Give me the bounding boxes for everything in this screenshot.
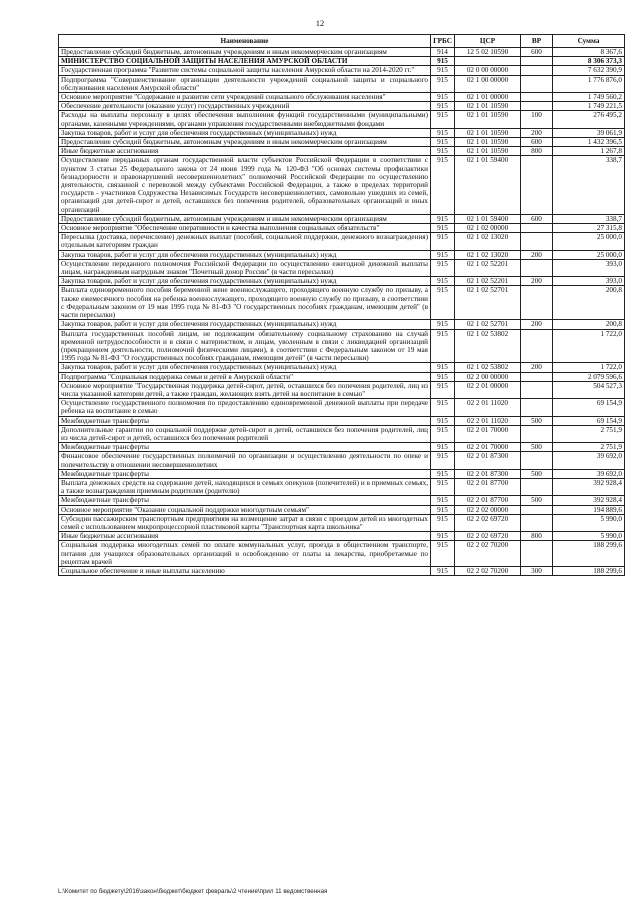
- cell-grbs: 915: [431, 566, 455, 575]
- cell-csr: 02 2 01 87700: [455, 478, 521, 495]
- table-row: [59, 372, 625, 381]
- cell-sum: 1 722,0: [553, 363, 625, 372]
- cell-name: Межбюджетные трансферты: [59, 443, 431, 452]
- cell-name: Иные бюджетные ассигнования: [59, 532, 431, 541]
- cell-vr: 500: [521, 496, 553, 505]
- table-row: [59, 286, 625, 320]
- cell-sum: 392 928,4: [553, 496, 625, 505]
- cell-name: Закупка товаров, работ и услуг для обеспечения государственных (муниципальных) нужд: [59, 363, 431, 372]
- cell-sum: 200,8: [553, 286, 625, 320]
- page-number: 12: [315, 18, 325, 28]
- cell-csr: 02 2 01 87300: [455, 469, 521, 478]
- cell-vr: 200: [521, 320, 553, 329]
- cell-name: Осуществление государственного полномочия по предоставлению единовременной денежной выплаты при передаче ребенка на воспитание в семью: [59, 399, 431, 416]
- cell-name: Осуществление переданного полномочия Российской Федерации по осуществлению ежегодной денежной выплаты лицам, награжденным нагрудным знаком "Почетный донор России" (в части пересылки): [59, 259, 431, 276]
- cell-grbs: 915: [431, 102, 455, 111]
- table-row: [59, 233, 625, 250]
- cell-sum: 393,0: [553, 259, 625, 276]
- cell-sum: 1 722,0: [553, 329, 625, 363]
- cell-vr: [521, 452, 553, 469]
- cell-name: Выплата единовременного пособия беременной жене военнослужащего, проходящего военную службу по призыву, а также ежемесячного пособия на ребенка военнослужащего, проходящего военную службу по призыву, в соответствии с Федеральным законом от 19 мая 1995 года № 81-ФЗ "О государственных пособиях гражданам, имеющим детей" (в части пересылки): [59, 286, 431, 320]
- cell-name: Пересылка (доставка, перечисление) денежных выплат (пособий, социальной поддержки, денежного вознаграждения) отдельным категориям граждан: [59, 233, 431, 250]
- table-body: [59, 48, 625, 576]
- cell-vr: 100: [521, 111, 553, 128]
- cell-grbs: 915: [431, 214, 455, 223]
- cell-vr: 600: [521, 48, 553, 57]
- table-row: [59, 259, 625, 276]
- table-row: [59, 425, 625, 442]
- cell-name: Социальная поддержка многодетных семей по оплате коммунальных услуг, проезда в общественном транспорте, питания для учащихся образовательных организаций и освобождению от платы за лекарства, приобретаемые по рецептам врачей: [59, 541, 431, 567]
- cell-name: Выплата государственных пособий лицам, не подлежащим обязательному социальному страхованию на случай временной нетрудоспособности и в связи с материнством, и лицам, уволенным в связи с ликвидацией организаций (прекращением деятельности, полномочий физическими лицами), в соответствии с Федеральным законом от 19 мая 1995 года № 81-ФЗ "О государственных пособиях гражданам, имеющим детей" (в части пересылки): [59, 329, 431, 363]
- cell-grbs: 915: [431, 224, 455, 233]
- cell-csr: 02 2 02 70200: [455, 541, 521, 567]
- cell-sum: 1 776 876,0: [553, 75, 625, 92]
- table-row: [59, 277, 625, 286]
- cell-grbs: 915: [431, 425, 455, 442]
- table-row: [59, 66, 625, 75]
- cell-sum: 392 928,4: [553, 478, 625, 495]
- cell-grbs: 915: [431, 147, 455, 156]
- cell-csr: 02 1 02 52201: [455, 259, 521, 276]
- header-name: Наименование: [59, 35, 431, 48]
- cell-vr: 200: [521, 128, 553, 137]
- cell-grbs: 915: [431, 399, 455, 416]
- cell-sum: 2 079 596,6: [553, 372, 625, 381]
- cell-name: Государственная программа "Развитие системы социальной защиты населения Амурской области на 2014-2020 гг.": [59, 66, 431, 75]
- table-row: [59, 75, 625, 92]
- cell-csr: 02 2 01 70000: [455, 425, 521, 442]
- cell-grbs: 915: [431, 496, 455, 505]
- table-row: [59, 469, 625, 478]
- table-row: [59, 381, 625, 398]
- cell-vr: [521, 286, 553, 320]
- cell-sum: 69 154,9: [553, 399, 625, 416]
- cell-vr: [521, 233, 553, 250]
- cell-name: Обеспечение деятельности (оказание услуг) государственных учреждений: [59, 102, 431, 111]
- cell-sum: 8 306 373,3: [553, 57, 625, 66]
- cell-grbs: 915: [431, 128, 455, 137]
- cell-name: Основное мероприятие "Содержание и развитие сети учреждений социального обслуживания населения": [59, 93, 431, 102]
- cell-sum: 39 692,0: [553, 469, 625, 478]
- cell-vr: [521, 425, 553, 442]
- cell-sum: 393,0: [553, 277, 625, 286]
- cell-csr: 02 1 01 00000: [455, 93, 521, 102]
- cell-vr: 200: [521, 363, 553, 372]
- table-row: [59, 214, 625, 223]
- cell-sum: 276 495,2: [553, 111, 625, 128]
- cell-grbs: 915: [431, 416, 455, 425]
- cell-name: Закупка товаров, работ и услуг для обеспечения государственных (муниципальных) нужд: [59, 277, 431, 286]
- cell-name: Закупка товаров, работ и услуг для обеспечения государственных (муниципальных) нужд: [59, 250, 431, 259]
- cell-csr: 02 2 01 87700: [455, 496, 521, 505]
- cell-vr: [521, 93, 553, 102]
- table-header-row: [59, 35, 625, 48]
- cell-grbs: 915: [431, 259, 455, 276]
- cell-csr: 02 2 01 87300: [455, 452, 521, 469]
- cell-grbs: 915: [431, 156, 455, 214]
- cell-name: Предоставление субсидий бюджетным, автономным учреждениям и иным некоммерческим организациям: [59, 138, 431, 147]
- table-row: [59, 532, 625, 541]
- cell-csr: 02 1 02 00000: [455, 224, 521, 233]
- cell-name: Выплата денежных средств на содержание детей, находящихся в семьях опекунов (попечителей) и в приемных семьях, а также вознаграждения приемным родителям (родителю): [59, 478, 431, 495]
- cell-grbs: 915: [431, 320, 455, 329]
- cell-csr: 02 1 01 10590: [455, 138, 521, 147]
- cell-grbs: 915: [431, 286, 455, 320]
- cell-vr: [521, 381, 553, 398]
- cell-name: Иные бюджетные ассигнования: [59, 147, 431, 156]
- cell-vr: 200: [521, 277, 553, 286]
- cell-name: Предоставление субсидий бюджетным, автономным учреждениям и иным некоммерческим организациям: [59, 214, 431, 223]
- cell-csr: 02 1 02 52701: [455, 320, 521, 329]
- cell-name: Межбюджетные трансферты: [59, 469, 431, 478]
- table-row: [59, 128, 625, 137]
- cell-name: Предоставление субсидий бюджетным, автономным учреждениям и иным некоммерческим организациям: [59, 48, 431, 57]
- cell-vr: 600: [521, 214, 553, 223]
- cell-csr: 02 1 01 10590: [455, 102, 521, 111]
- cell-name: Основное мероприятие "Оказание социальной поддержки многодетным семьям": [59, 505, 431, 514]
- cell-name: Финансовое обеспечение государственных полномочий по организации и осуществлению деятельности по опеке и попечительству в отношении несовершеннолетних: [59, 452, 431, 469]
- table-row: [59, 57, 625, 66]
- cell-name: Социальное обеспечение и иные выплаты населению: [59, 566, 431, 575]
- cell-grbs: 915: [431, 363, 455, 372]
- cell-csr: 02 1 01 10590: [455, 111, 521, 128]
- cell-vr: 200: [521, 250, 553, 259]
- cell-vr: [521, 514, 553, 531]
- table-row: [59, 443, 625, 452]
- header-vr: ВР: [521, 35, 553, 48]
- cell-csr: 12 5 02 10590: [455, 48, 521, 57]
- header-csr: ЦСР: [455, 35, 521, 48]
- file-path-footer: L:\Комитет по бюджету\2016\закон\бюджет\бюджет февраль\2 чтение\прил 11 ведомственная: [58, 888, 328, 895]
- cell-sum: 1 432 396,5: [553, 138, 625, 147]
- cell-csr: 02 2 01 70000: [455, 443, 521, 452]
- cell-sum: 338,7: [553, 156, 625, 214]
- cell-name: Подпрограмма "Социальная поддержка семьи и детей в Амурской области": [59, 372, 431, 381]
- cell-grbs: 915: [431, 469, 455, 478]
- cell-csr: 02 1 01 59400: [455, 214, 521, 223]
- cell-grbs: 915: [431, 57, 455, 66]
- cell-name: Основное мероприятие "Государственная поддержка детей-сирот, детей, оставшихся без попечения родителей, лиц из числа указанной категории детей, а также граждан, желающих взять детей на воспитание в семью": [59, 381, 431, 398]
- cell-grbs: 915: [431, 93, 455, 102]
- cell-name: Подпрограмма "Совершенствование организации деятельности учреждений социальной защиты и социального обслуживания населения Амурской области": [59, 75, 431, 92]
- cell-grbs: 915: [431, 111, 455, 128]
- cell-vr: [521, 505, 553, 514]
- table-row: [59, 566, 625, 575]
- cell-grbs: 915: [431, 478, 455, 495]
- cell-csr: 02 0 00 00000: [455, 66, 521, 75]
- cell-sum: 8 367,6: [553, 48, 625, 57]
- cell-csr: 02 1 02 13020: [455, 250, 521, 259]
- cell-csr: 02 2 02 69720: [455, 514, 521, 531]
- cell-csr: 02 1 02 52701: [455, 286, 521, 320]
- cell-csr: 02 1 01 59400: [455, 156, 521, 214]
- cell-grbs: 915: [431, 514, 455, 531]
- table-row: [59, 147, 625, 156]
- cell-vr: [521, 224, 553, 233]
- cell-csr: 02 2 00 00000: [455, 372, 521, 381]
- cell-name: Закупка товаров, работ и услуг для обеспечения государственных (муниципальных) нужд: [59, 320, 431, 329]
- table-row: [59, 329, 625, 363]
- cell-sum: 194 889,6: [553, 505, 625, 514]
- cell-vr: 800: [521, 147, 553, 156]
- cell-vr: [521, 329, 553, 363]
- cell-sum: 7 632 390,9: [553, 66, 625, 75]
- table-row: [59, 320, 625, 329]
- table-row: [59, 363, 625, 372]
- cell-grbs: 915: [431, 75, 455, 92]
- header-sum: Сумма: [553, 35, 625, 48]
- cell-sum: 27 315,8: [553, 224, 625, 233]
- table-row: [59, 452, 625, 469]
- cell-grbs: 915: [431, 277, 455, 286]
- cell-grbs: 915: [431, 443, 455, 452]
- cell-vr: 300: [521, 566, 553, 575]
- cell-csr: 02 2 02 69720: [455, 532, 521, 541]
- cell-name: Основное мероприятие "Обеспечение оперативности и качества выполнения социальных обязательств": [59, 224, 431, 233]
- cell-grbs: 915: [431, 532, 455, 541]
- table-row: [59, 138, 625, 147]
- cell-vr: [521, 57, 553, 66]
- cell-sum: 188 299,6: [553, 566, 625, 575]
- cell-name: Закупка товаров, работ и услуг для обеспечения государственных (муниципальных) нужд: [59, 128, 431, 137]
- table-row: [59, 541, 625, 567]
- cell-vr: 600: [521, 138, 553, 147]
- cell-name: МИНИСТЕРСТВО СОЦИАЛЬНОЙ ЗАЩИТЫ НАСЕЛЕНИЯ АМУРСКОЙ ОБЛАСТИ: [59, 57, 431, 66]
- cell-grbs: 915: [431, 329, 455, 363]
- cell-csr: [455, 57, 521, 66]
- cell-sum: 25 000,0: [553, 233, 625, 250]
- cell-vr: [521, 66, 553, 75]
- cell-vr: [521, 478, 553, 495]
- cell-csr: 02 1 01 10590: [455, 147, 521, 156]
- cell-sum: 338,7: [553, 214, 625, 223]
- cell-grbs: 915: [431, 541, 455, 567]
- header-grbs: ГРБС: [431, 35, 455, 48]
- table-row: [59, 224, 625, 233]
- table-row: [59, 478, 625, 495]
- cell-vr: [521, 541, 553, 567]
- cell-vr: [521, 372, 553, 381]
- cell-sum: 5 990,0: [553, 532, 625, 541]
- table-row: [59, 102, 625, 111]
- table-row: [59, 496, 625, 505]
- cell-vr: [521, 259, 553, 276]
- cell-vr: [521, 102, 553, 111]
- cell-name: Межбюджетные трансферты: [59, 496, 431, 505]
- cell-sum: 2 751,9: [553, 425, 625, 442]
- cell-vr: [521, 399, 553, 416]
- cell-sum: 5 990,0: [553, 514, 625, 531]
- cell-csr: 02 1 02 53802: [455, 329, 521, 363]
- cell-sum: 188 299,6: [553, 541, 625, 567]
- cell-csr: 02 1 02 53802: [455, 363, 521, 372]
- cell-grbs: 915: [431, 505, 455, 514]
- cell-sum: 39 061,9: [553, 128, 625, 137]
- cell-name: Субсидии пассажирским транспортным предприятиям на возмещение затрат в связи с проездом детей из многодетных семей с использованием микропроцессорной пластиковой карты "Транспортная карта школьника": [59, 514, 431, 531]
- cell-name: Расходы на выплаты персоналу в целях обеспечения выполнения функций государственными (муниципальными) органами, казенными учреждениями, органами управления государственными внебюджетными фондами: [59, 111, 431, 128]
- cell-sum: 504 527,3: [553, 381, 625, 398]
- cell-csr: 02 2 02 00000: [455, 505, 521, 514]
- table-row: [59, 48, 625, 57]
- cell-grbs: 915: [431, 138, 455, 147]
- table-row: [59, 93, 625, 102]
- cell-vr: [521, 156, 553, 214]
- table-row: [59, 416, 625, 425]
- cell-vr: [521, 75, 553, 92]
- cell-csr: 02 2 02 70200: [455, 566, 521, 575]
- cell-grbs: 914: [431, 48, 455, 57]
- cell-csr: 02 1 00 00000: [455, 75, 521, 92]
- table-row: [59, 250, 625, 259]
- cell-csr: 02 2 01 11020: [455, 399, 521, 416]
- cell-sum: 1 749 560,2: [553, 93, 625, 102]
- cell-grbs: 915: [431, 233, 455, 250]
- cell-csr: 02 1 02 13020: [455, 233, 521, 250]
- cell-name: Осуществление переданных органам государственной власти субъектов Российской Федерации в соответствии с пунктом 3 статьи 25 Федерального закона от 24 июня 1999 года № 120-ФЗ "Об основах системы профилактики безнадзорности и правонарушений несовершеннолетних" полномочий Российской Федерации по осуществлению деятельности, связанной с перевозкой между субъектами Российской Федерации, а также в пределах территорий государств - участников Содружества Независимых Государств несовершеннолетних, самовольно ушедших из семей, организаций для детей-сирот и детей, оставшихся без попечения родителей, образовательных организаций и иных организаций: [59, 156, 431, 214]
- cell-sum: 2 751,9: [553, 443, 625, 452]
- table-row: [59, 399, 625, 416]
- cell-csr: 02 1 02 52201: [455, 277, 521, 286]
- cell-sum: 1 267,8: [553, 147, 625, 156]
- cell-grbs: 915: [431, 452, 455, 469]
- cell-vr: 500: [521, 416, 553, 425]
- cell-csr: 02 1 01 10590: [455, 128, 521, 137]
- cell-grbs: 915: [431, 372, 455, 381]
- cell-sum: 1 749 221,5: [553, 102, 625, 111]
- table-row: [59, 156, 625, 214]
- cell-sum: 200,8: [553, 320, 625, 329]
- budget-table: [58, 34, 625, 576]
- table-row: [59, 514, 625, 531]
- table-row: [59, 111, 625, 128]
- cell-sum: 39 692,0: [553, 452, 625, 469]
- cell-sum: 25 000,0: [553, 250, 625, 259]
- cell-vr: 800: [521, 532, 553, 541]
- cell-csr: 02 2 01 11020: [455, 416, 521, 425]
- cell-name: Межбюджетные трансферты: [59, 416, 431, 425]
- cell-grbs: 915: [431, 66, 455, 75]
- cell-name: Дополнительные гарантии по социальной поддержке детей-сирот и детей, оставшихся без попечения родителей, лиц из числа детей-сирот и детей, оставшихся без попечения родителей: [59, 425, 431, 442]
- cell-vr: 500: [521, 469, 553, 478]
- cell-grbs: 915: [431, 250, 455, 259]
- cell-csr: 02 2 01 00000: [455, 381, 521, 398]
- table-row: [59, 505, 625, 514]
- cell-grbs: 915: [431, 381, 455, 398]
- cell-sum: 69 154,9: [553, 416, 625, 425]
- cell-vr: 500: [521, 443, 553, 452]
